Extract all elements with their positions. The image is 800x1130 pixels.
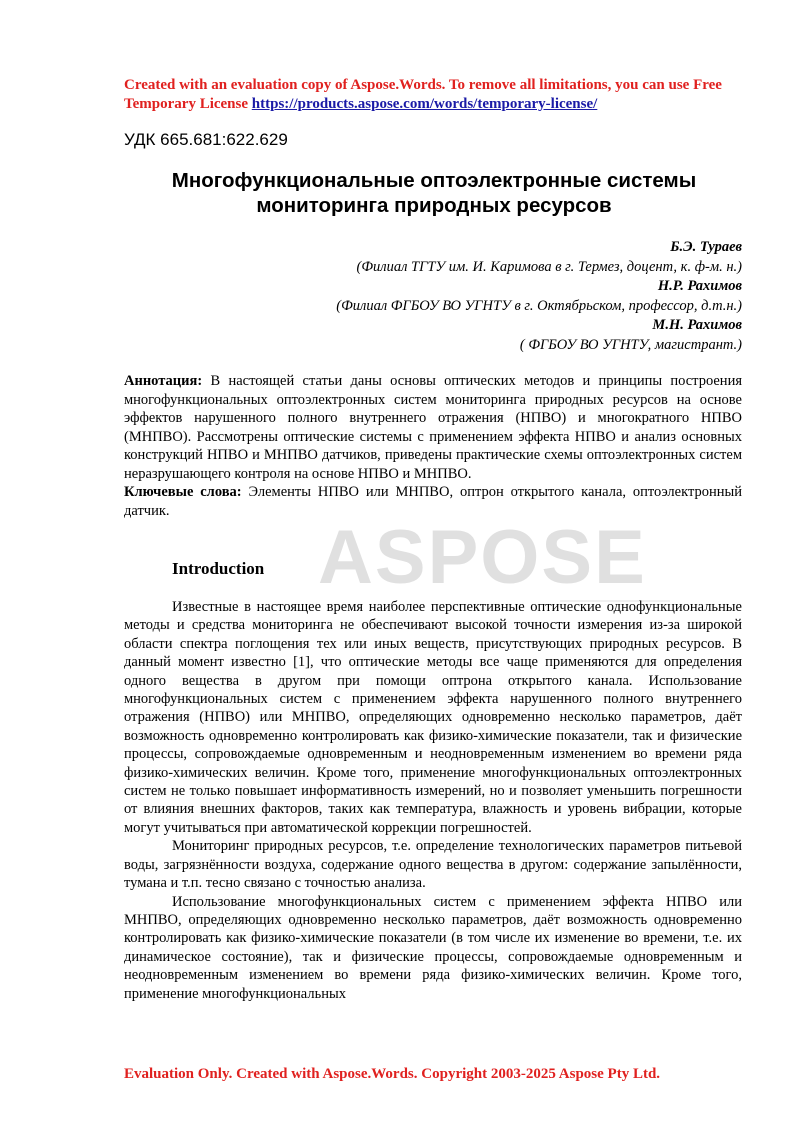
abstract-text: В настоящей статьи даны основы оптических методов и принципы построения многофункциональных оптоэлектронных систем мониторинга природных ресурсов на основе эффектов нарушенного полного внутреннего отражения (НПВО) и многократного НПВО (МНПВО). Рассмотрены оптические системы с применением эффекта НПВО и анализ основных конструкций НПВО и МНПВО датчиков, приведены практические схемы оптоэлектронных систем неразрушающего контроля на основе НПВО и МНПВО. xyxy=(124,373,742,482)
keywords-text: Элементы НПВО или МНПВО, оптрон открытого канала, оптоэлектронный датчик. xyxy=(124,484,742,519)
author-affiliation: (Филиал ФГБОУ ВО УГНТУ в г. Октябрьском, профессор, д.т.н.) xyxy=(336,297,742,314)
evaluation-notice xyxy=(124,76,744,114)
author-name: Б.Э. Тураев xyxy=(670,239,742,255)
abstract-block xyxy=(124,372,742,520)
evaluation-notice-text: Created with an evaluation copy of Aspose.Words. To remove all limitations, you can use Free Temporary License xyxy=(124,77,722,112)
author-affiliation: (Филиал ТГТУ им. И. Каримова в г. Термез, доцент, к. ф-м. н.) xyxy=(356,258,742,275)
temporary-license-link[interactable]: https://products.aspose.com/words/temporary-license/ xyxy=(251,96,598,112)
author-affiliation: ( ФГБОУ ВО УГНТУ, магистрант.) xyxy=(519,336,742,353)
keywords-paragraph xyxy=(124,483,742,520)
introduction-heading: Introduction xyxy=(172,559,265,578)
body-paragraph: Мониторинг природных ресурсов, т.е. определение технологических параметров питьевой воды, загрязнённости воздуха, содержание одного вещества в другом: содержание запылённости, тумана и т.п. тесно связано с точностью анализа. xyxy=(124,838,742,892)
evaluation-footer: Evaluation Only. Created with Aspose.Words. Copyright 2003-2025 Aspose Pty Ltd. xyxy=(124,1066,661,1082)
udk-code: УДК 665.681:622.629 xyxy=(124,130,288,149)
keywords-label: Ключевые слова: xyxy=(124,484,242,500)
author-name: Н.Р. Рахимов xyxy=(657,278,742,294)
author-list xyxy=(124,238,742,355)
abstract-label: Аннотация: xyxy=(124,373,203,389)
abstract-paragraph xyxy=(124,372,742,483)
aspose-watermark: ASPOSE xyxy=(318,515,647,600)
article-title: Многофункциональные оптоэлектронные системы мониторинга природных ресурсов xyxy=(171,169,697,217)
body-paragraph: Использование многофункциональных систем с применением эффекта НПВО или МНПВО, определяющих одновременно несколько параметров, даёт возможность одновременно контролировать как физико-химические показатели (в том числе их изменение во времени, т.е. их динамическое состояние), так и физические процессы, сопровождаемые одновременным и неодновременным изменением во времени ряда физико-химических величин. Кроме того, применение многофункциональных xyxy=(124,893,742,1002)
introduction-body xyxy=(124,598,742,1003)
author-name: М.Н. Рахимов xyxy=(652,317,742,333)
body-paragraph: Известные в настоящее время наиболее перспективные оптические однофункциональные методы и средства мониторинга не обеспечивают высокой точности измерения из-за широкой области спектра поглощения тех или иных веществ, присутствующих природных ресурсов. В данный момент известно [1], что оптические методы все чаще применяются для определения одного вещества в другом при помощи оптрона открытого канала. Использование многофункциональных систем с применением эффекта нарушенного полного внутреннего отражения (НПВО) или МНПВО, определяющих одновременно несколько параметров, даёт возможность одновременно контролировать как физико-химические показатели, так и физические процессы, сопровождаемые одновременным и неодновременным изменением во времени ряда физико-химических величин. Кроме того, применение многофункциональных оптоэлектронных систем не только повышает информативность измерений, но и позволяет уменьшить погрешности от влияния внешних факторов, таких как температура, влажность и уровень вибрации, которые могут учитываться при автоматической коррекции погрешностей. xyxy=(124,599,742,836)
